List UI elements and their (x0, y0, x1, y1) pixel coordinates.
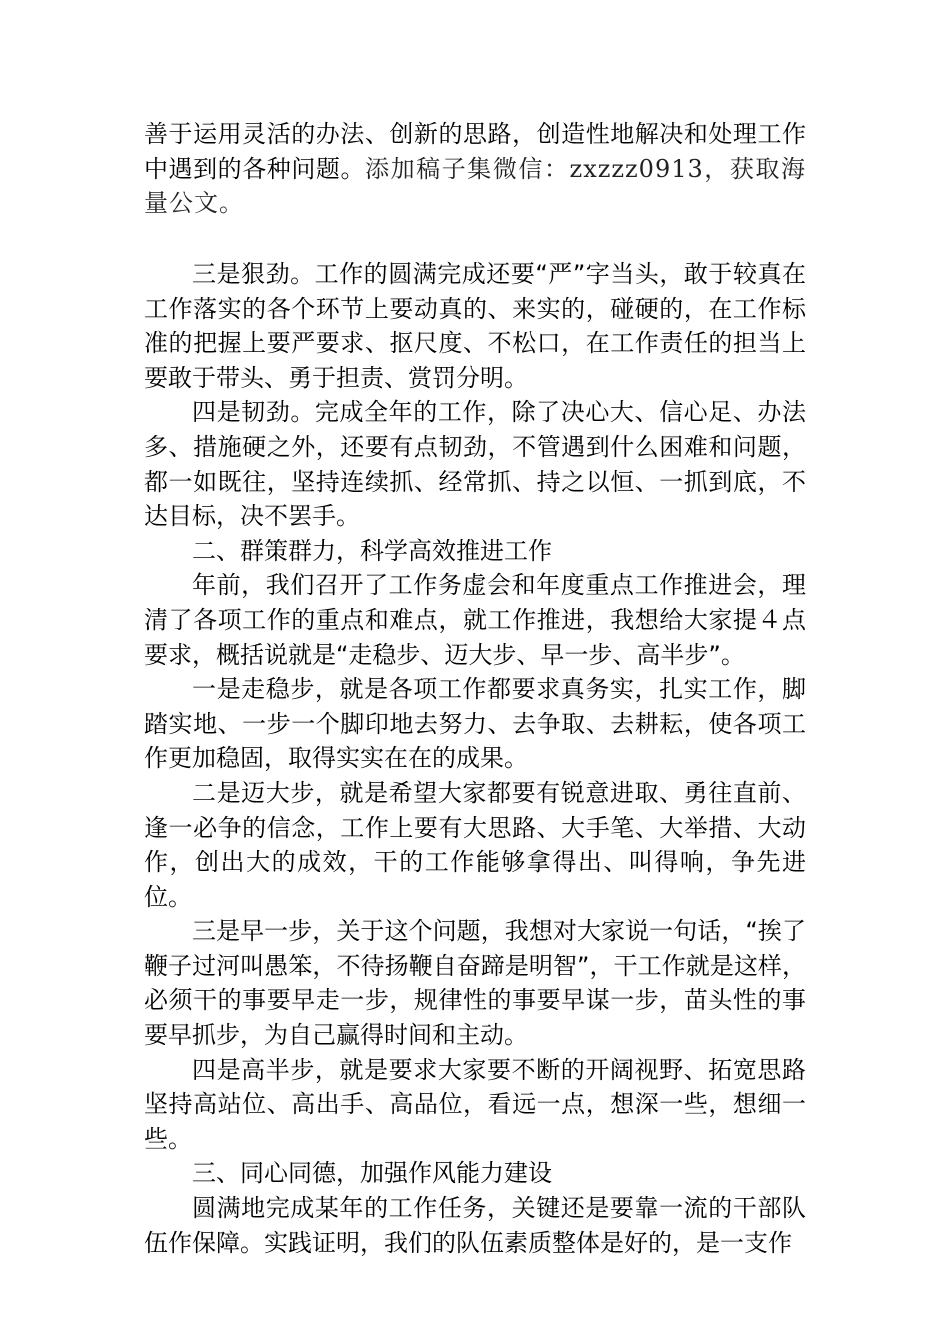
paragraph-big-step: 二是迈大步，就是希望大家都要有锐意进取、勇往直前、逢一必争的信念，工作上要有大思路、大手笔、大举措、大动作，创出大的成效，干的工作能够拿得出、叫得响，争先进位。 (144, 778, 806, 911)
intro-text: 善于运用灵活的办法、创新的思路，创造性地解决和处理工作中遇到的各种问题。 (144, 120, 806, 183)
paragraph-team-building: 圆满地完成某年的工作任务，关键还是要靠一流的干部队伍作保障。实践证明，我们的队伍素质整体是好的，是一支作 (144, 1194, 806, 1257)
section-heading-2: 二、群策群力，科学高效推进工作 (192, 536, 552, 565)
paragraph-requirements: 年前，我们召开了工作务虚会和年度重点工作推进会，理清了各项工作的重点和难点，就工作推进，我想给大家提４点要求，概括说就是“走稳步、迈大步、早一步、高半步”。 (144, 571, 806, 669)
wechat-note: 添加稿子集微信：zxzzz0913，获取海量公文。 (144, 154, 806, 218)
intro-paragraph (144, 117, 806, 221)
paragraph-hard-effort: 三是狠劲。工作的圆满完成还要“严”字当头，敢于较真在工作落实的各个环节上要动真的、来实的，碰硬的，在工作标准的把握上要严要求、抠尺度、不松口，在工作责任的担当上要敢于带头、勇于担责、赏罚分明。 (144, 260, 806, 392)
paragraph-tenacity: 四是韧劲。完成全年的工作，除了决心大、信心足、办法多、措施硬之外，还要有点韧劲，不管遇到什么困难和问题，都一如既往，坚持连续抓、经常抓、持之以恒、一抓到底，不达目标，决不罢手。 (144, 398, 806, 531)
paragraph-steady-step: 一是走稳步，就是各项工作都要求真务实，扎实工作，脚踏实地、一步一个脚印地去努力、去争取、去耕耘，使各项工作更加稳固，取得实实在在的成果。 (144, 675, 806, 773)
section-heading-3: 三、同心同德，加强作风能力建设 (192, 1159, 552, 1188)
paragraph-early-step: 三是早一步，关于这个问题，我想对大家说一句话，“挨了鞭子过河叫愚笨，不待扬鞭自奋蹄是明智”，干工作就是这样，必须干的事要早走一步，规律性的事要早谋一步，苗头性的事要早抓步，为自己赢得时间和主动。 (144, 917, 806, 1050)
paragraph-half-step-higher: 四是高半步，就是要求大家要不断的开阔视野、拓宽思路坚持高站位、高出手、高品位，看远一点，想深一些，想细一些。 (144, 1055, 806, 1153)
intro-section (144, 117, 806, 221)
body-section (144, 257, 806, 1260)
